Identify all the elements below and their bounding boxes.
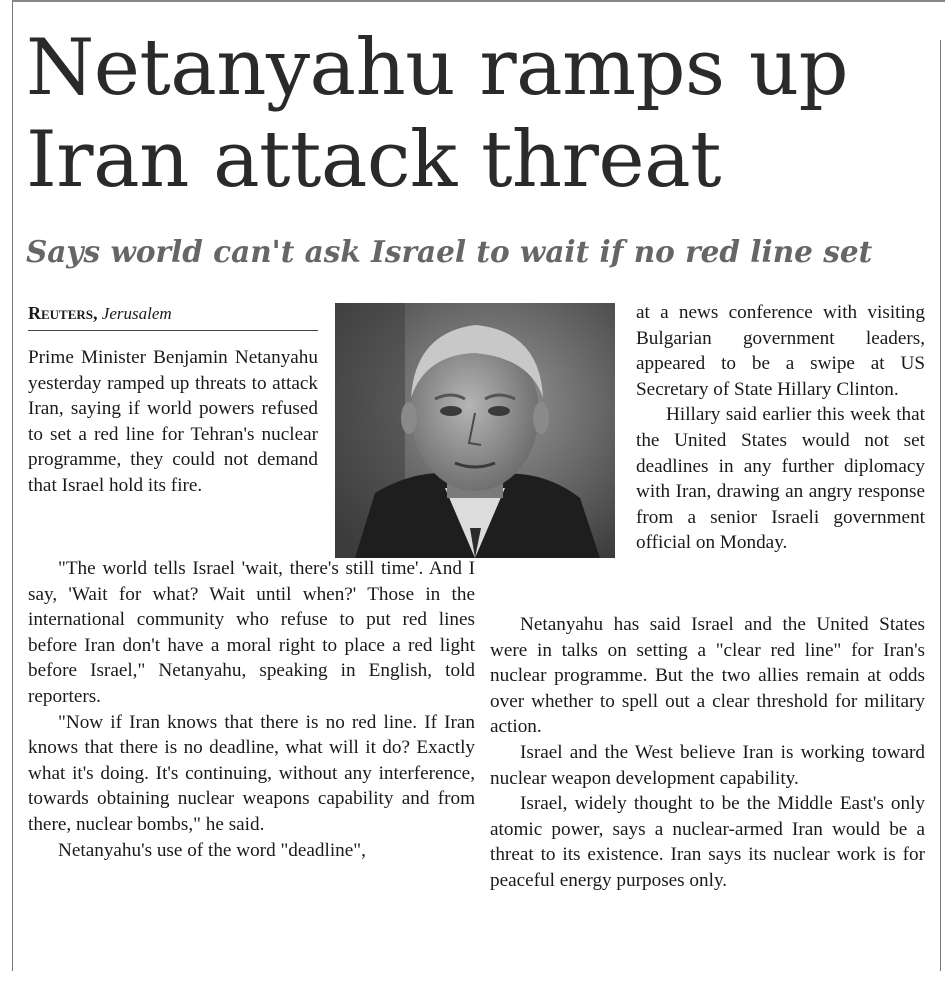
- paragraph: Prime Minister Benjamin Netanyahu yesterday ramped up threats to attack Iran, saying if world powers refused to set a red line for Tehran's nuclear programme, they could not demand that Israel hold its fire.: [28, 347, 318, 496]
- paragraph: Netanyahu's use of the word "deadline",: [58, 839, 366, 861]
- column-1-continued: [28, 556, 475, 863]
- portrait-photo: [335, 303, 615, 558]
- portrait-icon: [335, 303, 615, 558]
- paragraph: "The world tells Israel 'wait, there's still time'. And I say, 'Wait for what? Wait until when?' Those in the international community who refuse to put red lines before Iran don't have a moral right to place a red light before Israel," Netanyahu, speaking in English, told reporters.: [28, 558, 475, 707]
- byline: [28, 301, 318, 331]
- paragraph: "Now if Iran knows that there is no red line. If Iran knows that there is no deadline, what will it do? Exactly what it's doing. It's continuing, without any interference, towards obtaining nuclear weapons capability and from there, nuclear bombs," he said.: [28, 711, 475, 835]
- headline: Netanyahu ramps up Iran attack threat: [26, 23, 848, 205]
- column-1: [28, 345, 318, 499]
- left-column-rule: [12, 0, 13, 971]
- column-3-top: [636, 300, 925, 556]
- byline-place: Jerusalem: [101, 304, 172, 323]
- paragraph: Israel and the West believe Iran is working toward nuclear weapon development capability.: [490, 741, 925, 789]
- paragraph: Israel, widely thought to be the Middle East's only atomic power, says a nuclear-armed Iran would be a threat to its existence. Iran says its nuclear work is for peaceful energy purposes only.: [490, 793, 925, 891]
- paragraph: at a news conference with visiting Bulgarian government leaders, appeared to be a swipe at US Secretary of State Hillary Clinton.: [636, 302, 925, 400]
- paragraph: Netanyahu has said Israel and the United States were in talks on setting a "clear red line" for Iran's nuclear programme. But the two allies remain at odds over whether to spell out a clear threshold for military action.: [490, 614, 925, 738]
- top-rule: [12, 0, 945, 2]
- paragraph: Hillary said earlier this week that the United States would not set deadlines in any further diplomacy with Iran, drawing an angry response from a senior Israeli government official on Monday.: [636, 404, 925, 554]
- column-3-bottom: [490, 612, 925, 894]
- byline-agency: Reuters,: [28, 303, 98, 323]
- subheadline: Says world can't ask Israel to wait if no red line set: [26, 234, 873, 269]
- right-column-rule: [940, 40, 941, 971]
